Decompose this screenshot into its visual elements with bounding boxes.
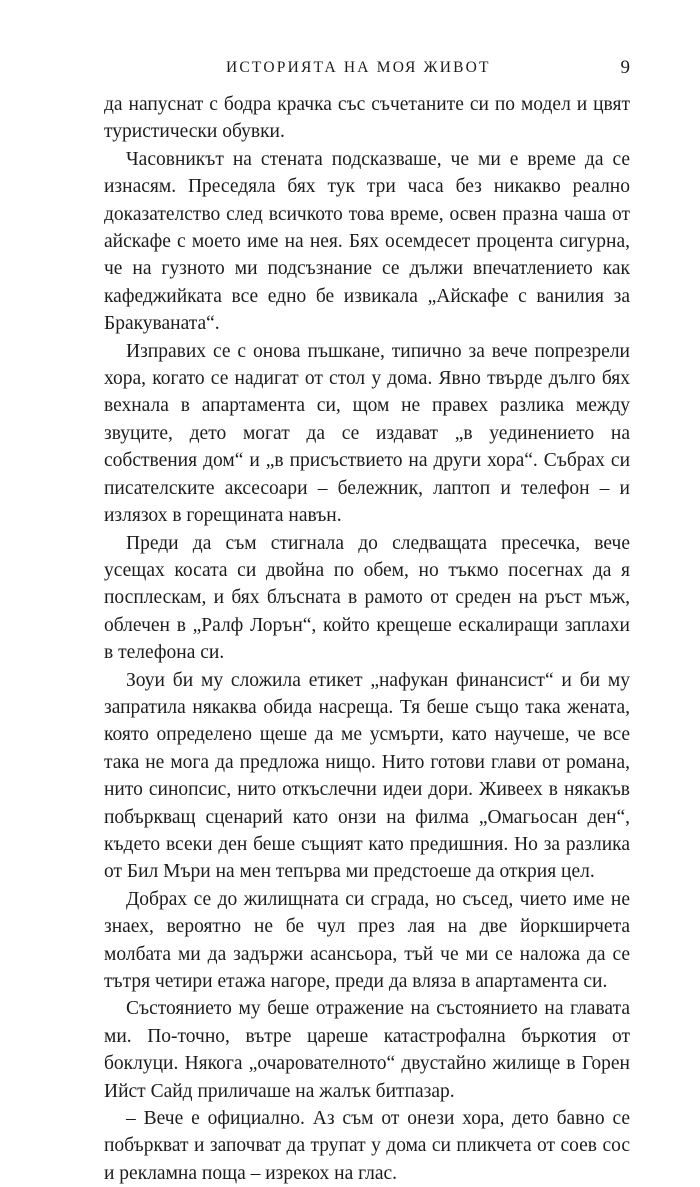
running-title: ИСТОРИЯТА НА МОЯ ЖИВОТ <box>226 59 491 76</box>
page-header <box>104 54 630 82</box>
paragraph: Състоянието му беше отражение на състоянието на главата ми. По-точно, вътре цареше катастрофална бъркотия от боклуци. Някога „очарователното“ двустайно жилище в Горен Ийст Сайд приличаше на жалък битпазар. <box>104 998 630 1102</box>
paragraph: да напуснат с бодра крачка със съчетаните си по модел и цвят туристически обувки. <box>104 94 630 143</box>
paragraph: Добрах се до жилищната си сграда, но съсед, чието име не знаех, вероятно не бе чул през лая на две йоркширчета молбата ми да задържи асансьора, тъй че ми се наложа да се тътря четири етажа нагоре, преди да вляза в апартамента си. <box>104 888 630 992</box>
paragraph: Преди да съм стигнала до следващата пресечка, вече усещах косата си двойна по обем, но тъкмо посегнах да я посплескам, и бях блъсната в рамото от среден на ръст мъж, облечен в „Ралф Лорън“, който крещеше ескалиращи заплахи в телефона си. <box>104 532 630 664</box>
paragraph: Часовникът на стената подсказваше, че ми е време да се изнасям. Преседяла бях тук три часа без никакво реално доказателство след всичкото това време, освен празна чаша от айскафе с моето име на нея. Бях осемдесет процента сигурна, че на гузното ми подсъзнание се дължи впечатлението как кафеджийката все едно бе извикала „Айскафе с ванилия за Бракуваната“. <box>104 148 630 335</box>
paragraph: Изправих се с онова пъшкане, типично за вече попрезрели хора, когато се надигат от стол у дома. Явно твърде дълго бях вехнала в апартамента си, щом не правех разлика между звуците, дето могат да се издават „в уединението на собствения дом“ и „в присъствието на други хора“. Събрах си писателските аксесоари – бележник, лаптоп и телефон – и излязох в горещината навън. <box>104 340 630 527</box>
body-text <box>104 91 630 1187</box>
page-number: 9 <box>620 57 630 78</box>
paragraph: Зоуи би му сложила етикет „нафукан финансист“ и би му запратила някаква обида насреща. Тя беше също така жената, която определено щеше да ме усмърти, като научеше, че все така не мога да предложа нищо. Нито готови глави от романа, нито синопсис, нито откъслечни идеи дори. Живеех в някакъв побъркващ сценарий като онзи на филма „Омагьосан ден“, където всеки ден беше същият като предишния. Но за разлика от Бил Мъри на мен тепърва ми предстоеше да открия цел. <box>104 669 630 883</box>
paragraph: – Вече е официално. Аз съм от онези хора, дето бавно се побъркват и започват да трупат у дома си пликчета от соев сос и рекламна поща – изрекох на глас. <box>104 1108 630 1184</box>
